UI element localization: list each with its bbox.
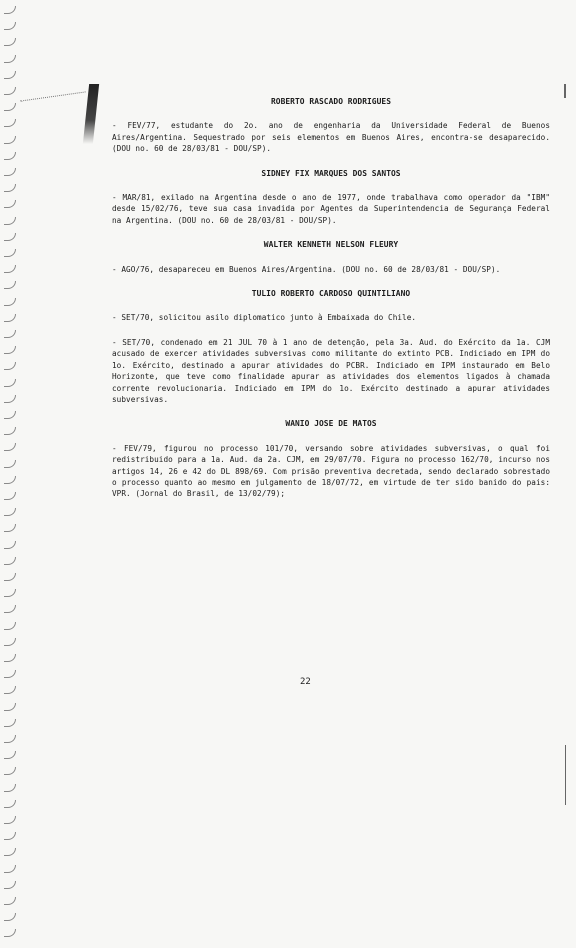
binding-loop xyxy=(4,557,16,565)
section-heading: TULIO ROBERTO CARDOSO QUINTILIANO xyxy=(251,289,411,299)
binding-loop xyxy=(4,233,16,241)
section xyxy=(112,239,550,275)
binding-loop xyxy=(4,362,16,370)
binding-loop xyxy=(4,589,16,597)
margin-mark xyxy=(565,745,566,805)
binding-loop xyxy=(4,460,16,468)
binding-loop xyxy=(4,379,16,387)
binding-loop xyxy=(4,881,16,889)
binding-loop xyxy=(4,735,16,743)
section-paragraph: - SET/70, solicitou asilo diplomatico junto à Embaixada do Chile. xyxy=(112,313,417,323)
binding-loop xyxy=(4,168,16,176)
binding-loop xyxy=(4,832,16,840)
section-heading: ROBERTO RASCADO RODRIGUES xyxy=(270,97,391,106)
binding-loop xyxy=(4,622,16,630)
section-paragraph: - FEV/79, figurou no processo 101/70, versando sobre atividades subversivas, o qual foi redistribuido para a 1a. Aud. da 2a. CJM, em 29/07/70. Figura no processo 162/70, incurso nos artigos 14, 26 e 42 do DL 898/69. Com prisão preventiva decretada, sendo declarado sobrestado o processo quanto ao mesmo em julgamento de 18/07/72, em virtude de ter sido banido do pais: VPR. (Jornal do Brasil, de 13/02/79); xyxy=(112,443,550,499)
binding-loop xyxy=(4,541,16,549)
binding-loop xyxy=(4,686,16,694)
page-number: 22 xyxy=(300,677,311,687)
section-heading: SIDNEY FIX MARQUES DOS SANTOS xyxy=(261,168,401,178)
binding-loop xyxy=(4,929,16,937)
binding-loop xyxy=(4,249,16,257)
binding-loop xyxy=(4,136,16,144)
binding-loop xyxy=(4,638,16,646)
binding-loop xyxy=(4,184,16,192)
binding-loop xyxy=(4,55,16,63)
binding-loop xyxy=(4,6,16,14)
section-heading: WALTER KENNETH NELSON FLEURY xyxy=(263,240,399,250)
binding-loop xyxy=(4,443,16,451)
binding-loop xyxy=(4,476,16,484)
binding-loop xyxy=(4,346,16,354)
section xyxy=(112,418,550,499)
binding-loop xyxy=(4,524,16,532)
binding-loop xyxy=(4,800,16,808)
section xyxy=(112,168,550,227)
binding-loop xyxy=(4,784,16,792)
binding-loop xyxy=(4,152,16,160)
binding-loop xyxy=(4,816,16,824)
binding-loop xyxy=(4,87,16,95)
binding-loop xyxy=(4,670,16,678)
document-body xyxy=(112,96,550,513)
section-paragraph: - FEV/77, estudante do 2o. ano de engenharia da Universidade Federal de Buenos Aires/Argentina. Sequestrado por seis elementos em Buenos Aires, encontra-se desaparecido. (DOU no. 60 de 28/03/81 - DOU/SP). xyxy=(112,121,550,154)
binding-loop xyxy=(4,427,16,435)
binding-loop xyxy=(4,281,16,289)
binding-loop xyxy=(4,897,16,905)
binding-loop xyxy=(4,767,16,775)
section-paragraph: - MAR/81, exilado na Argentina desde o ano de 1977, onde trabalhava como operador da "IBM" desde 15/02/76, teve sua casa invadida por Agentes da Superintendencia de Segurança Federal na Argentina. (DOU no. 60 de 28/03/81 - DOU/SP). xyxy=(112,193,550,225)
binding-loop xyxy=(4,314,16,322)
binding-loop xyxy=(4,848,16,856)
binding-loop xyxy=(4,865,16,873)
section-paragraph: - AGO/76, desapareceu em Buenos Aires/Argentina. (DOU no. 60 de 28/03/81 - DOU/SP). xyxy=(112,264,501,274)
binding-loop xyxy=(4,38,16,46)
section xyxy=(112,96,550,155)
binding-loop xyxy=(4,492,16,500)
binding-loop xyxy=(4,265,16,273)
binding-loop xyxy=(4,913,16,921)
binding-loop xyxy=(4,654,16,662)
ink-trace xyxy=(20,91,86,102)
section-paragraph: - SET/70, condenado em 21 JUL 70 à 1 ano de detenção, pela 3a. Aud. do Exército da 1a. CJM acusado de exercer atividades subversivas como militante do extinto PCB. Indiciado em IPM do 1o. Exército, destinado a apurar atividades do PCBR. Indiciado em IPM instaurado em Belo Horizonte, que teve como finalidade apurar as atividades dos elementos ligados à chamada corrente revolucionaria. Indiciado em IPM do 1o. Exército destinado a apurar atividades subversivas. xyxy=(112,337,550,404)
binding-loop xyxy=(4,298,16,306)
binding-loop xyxy=(4,411,16,419)
binding-loop xyxy=(4,573,16,581)
binding-loop xyxy=(4,217,16,225)
section-heading: WANIO JOSE DE MATOS xyxy=(285,419,377,429)
spiral-binding xyxy=(0,0,20,948)
binding-loop xyxy=(4,703,16,711)
binding-loop xyxy=(4,119,16,127)
binding-loop xyxy=(4,508,16,516)
binding-loop xyxy=(4,330,16,338)
binding-loop xyxy=(4,395,16,403)
binding-loop xyxy=(4,751,16,759)
margin-mark xyxy=(564,84,566,98)
binding-loop xyxy=(4,103,16,111)
section xyxy=(112,288,550,405)
binding-loop xyxy=(4,22,16,30)
binding-loop xyxy=(4,719,16,727)
binding-loop xyxy=(4,200,16,208)
binding-loop xyxy=(4,71,16,79)
binding-loop xyxy=(4,605,16,613)
